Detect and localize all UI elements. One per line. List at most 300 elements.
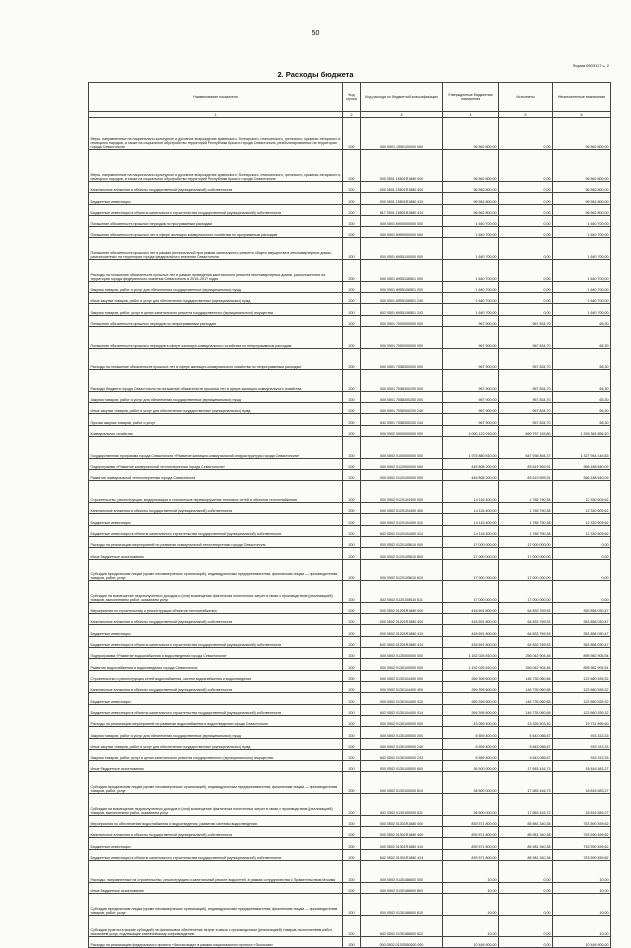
- row-code-cell: 200: [343, 761, 361, 772]
- row-code-cell: 200: [343, 204, 361, 215]
- row-name-cell: Погашение обязательств прошлых периодов по непрограммным расходам: [89, 315, 343, 326]
- row-code-cell: 200: [343, 636, 361, 647]
- approved-amount-cell: 269 395 600,00: [443, 704, 499, 715]
- unexecuted-amount-cell: 1 640 700,00: [553, 281, 611, 292]
- executed-amount-cell: 256 042 904,46: [499, 659, 553, 670]
- row-code-cell: 200: [343, 391, 361, 402]
- approved-amount-cell: 1 640 700,00: [443, 227, 499, 238]
- row-code-cell: 200: [343, 227, 361, 238]
- executed-amount-cell: 64 833 769,53: [499, 636, 553, 647]
- executed-amount-cell: 5 643 086,67: [499, 738, 553, 749]
- executed-amount-cell: 64 833 769,53: [499, 614, 553, 625]
- classification-code-cell: 000 0502 01301R1880 400: [361, 827, 443, 838]
- row-code-cell: 200: [343, 281, 361, 292]
- approved-amount-cell: 967 900,00: [443, 348, 499, 370]
- table-row: [89, 838, 611, 849]
- executed-amount-cell: 0,00: [499, 304, 553, 315]
- classification-code-cell: 842 0502 01301R1880 414: [361, 849, 443, 860]
- row-code-cell: 200: [343, 915, 361, 937]
- table-row: [89, 761, 611, 772]
- row-name-cell: Расходы на реализацию мероприятий по развитию водоснабжения и водоотведения города Севастополя: [89, 715, 343, 726]
- table-row: [89, 636, 611, 647]
- table-row: [89, 915, 611, 937]
- row-code-cell: 200: [343, 715, 361, 726]
- row-code-cell: 200: [343, 437, 361, 459]
- unexecuted-amount-cell: 122 660 539,32: [553, 704, 611, 715]
- row-name-cell: Бюджетные инвестиции в объекты капитального строительства государственной (муниципальной) собственности: [89, 704, 343, 715]
- classification-code-cell: 000 0501 6900000000 000: [361, 215, 443, 226]
- row-code-cell: 200: [343, 481, 361, 503]
- classification-code-cell: 000 0501 6955106501 240: [361, 293, 443, 304]
- executed-amount-cell: 17 000 000,00: [499, 536, 553, 547]
- row-name-cell: Бюджетные инвестиции: [89, 693, 343, 704]
- row-code-cell: 200: [343, 304, 361, 315]
- table-row: [89, 293, 611, 304]
- row-code-cell: 200: [343, 536, 361, 547]
- classification-code-cell: 000 0501 7058300200 200: [361, 391, 443, 402]
- classification-code-cell: 000 0502 0120104400 400: [361, 502, 443, 513]
- unexecuted-amount-cell: 122 660 539,32: [553, 681, 611, 692]
- approved-amount-cell: 418 691 800,00: [443, 614, 499, 625]
- classification-code-cell: 000 0502 0120105610 800: [361, 548, 443, 559]
- approved-amount-cell: 269 395 600,00: [443, 670, 499, 681]
- classification-code-cell: 000 0501 15501R1880 410: [361, 193, 443, 204]
- row-name-cell: Иные закупки товаров, работ и услуг для обеспечения государственных (муниципальных) нужд: [89, 738, 343, 749]
- classification-code-cell: 000 0502 01201R1880 000: [361, 602, 443, 613]
- row-name-cell: Бюджетные инвестиции в объекты капитального строительства государственной (муниципальной) собственности: [89, 849, 343, 860]
- executed-amount-cell: 0,00: [499, 227, 553, 238]
- approved-amount-cell: 43 059 400,00: [443, 715, 499, 726]
- row-code-cell: 200: [343, 458, 361, 469]
- table-row: [89, 414, 611, 425]
- column-number: 2: [343, 112, 361, 118]
- approved-amount-cell: 36 500 000,00: [443, 761, 499, 772]
- row-code-cell: 200: [343, 860, 361, 882]
- approved-amount-cell: 967 900,00: [443, 403, 499, 414]
- approved-amount-cell: 839 571 800,00: [443, 849, 499, 860]
- classification-code-cell: 000 0501 7058300000 000: [361, 348, 443, 370]
- unexecuted-amount-cell: 10,00: [553, 915, 611, 937]
- executed-amount-cell: 17 683 416,73: [499, 794, 553, 816]
- executed-amount-cell: 0,00: [499, 260, 553, 282]
- table-row: [89, 614, 611, 625]
- approved-amount-cell: 1 152 025 810,00: [443, 648, 499, 659]
- executed-amount-cell: 17 000 000,00: [499, 581, 553, 603]
- executed-amount-cell: 967 834,70: [499, 370, 553, 392]
- approved-amount-cell: 17 000 000,00: [443, 559, 499, 581]
- unexecuted-amount-cell: 10,00: [553, 860, 611, 882]
- executed-amount-cell: 1 785 790,38: [499, 502, 553, 513]
- table-row: [89, 659, 611, 670]
- table-row: [89, 238, 611, 260]
- executed-amount-cell: 5 643 086,67: [499, 749, 553, 760]
- row-code-cell: 200: [343, 118, 361, 150]
- row-name-cell: Погашение обязательств прошлых лет в рамках региональной программы капитального ремонта общего имущества в многоквартирных домах, расположенных на территории города федерального значения Севастополя: [89, 238, 343, 260]
- classification-code-cell: 000 0502 01201R1880 410: [361, 625, 443, 636]
- approved-amount-cell: 36 500 000,00: [443, 772, 499, 794]
- table-row: [89, 525, 611, 536]
- header-row: [89, 83, 611, 112]
- unexecuted-amount-cell: 1 640 700,00: [553, 304, 611, 315]
- column-number: 1: [89, 112, 343, 118]
- approved-amount-cell: 10 446 900,00: [443, 937, 499, 948]
- approved-amount-cell: 10,00: [443, 860, 499, 882]
- row-name-cell: Бюджетные инвестиции в объекты капитального строительства государственной (муниципальной) собственности: [89, 636, 343, 647]
- row-name-cell: Иные бюджетные ассигнования: [89, 882, 343, 893]
- unexecuted-amount-cell: 1 339 364 856,20: [553, 425, 611, 436]
- classification-code-cell: 000 0502 0130104400 410: [361, 693, 443, 704]
- table-row: [89, 548, 611, 559]
- row-name-cell: Подпрограмма «Развитие коммунальной теплоэнергетики города Севастополя»: [89, 458, 343, 469]
- table-row: [89, 749, 611, 760]
- classification-code-cell: 000 0501 7058300200 240: [361, 403, 443, 414]
- executed-amount-cell: 0,00: [499, 281, 553, 292]
- executed-amount-cell: 85 981 340,38: [499, 815, 553, 826]
- classification-code-cell: 000 0502 0130000000 000: [361, 648, 443, 659]
- row-name-cell: Строительство и реконструкция сетей водоснабжения, систем водоснабжения и водоотведения: [89, 670, 343, 681]
- unexecuted-amount-cell: 915 313,33: [553, 727, 611, 738]
- row-code-cell: 200: [343, 215, 361, 226]
- classification-code-cell: 842 0502 0120104400 414: [361, 525, 443, 536]
- executed-amount-cell: 0,00: [499, 193, 553, 204]
- approved-amount-cell: 17 000 000,00: [443, 536, 499, 547]
- column-header: Код строки: [343, 83, 361, 112]
- classification-code-cell: 000 0501 7050000000 000: [361, 326, 443, 348]
- row-code-cell: 200: [343, 849, 361, 860]
- classification-code-cell: 817 0501 15501R1880 414: [361, 204, 443, 215]
- executed-amount-cell: 85 981 340,38: [499, 838, 553, 849]
- classification-code-cell: 842 0502 0120105610 811: [361, 581, 443, 603]
- row-name-cell: Коммунальное хозяйство: [89, 425, 343, 436]
- executed-amount-cell: 85 981 340,38: [499, 849, 553, 860]
- unexecuted-amount-cell: 0,00: [553, 559, 611, 581]
- table-row: [89, 260, 611, 282]
- approved-amount-cell: 36 500 000,00: [443, 794, 499, 816]
- executed-amount-cell: 17 683 416,73: [499, 761, 553, 772]
- classification-code-cell: 000 0502 0130105000 810: [361, 772, 443, 794]
- unexecuted-amount-cell: 12 330 609,62: [553, 525, 611, 536]
- approved-amount-cell: 10,00: [443, 893, 499, 915]
- row-code-cell: 200: [343, 581, 361, 603]
- executed-amount-cell: 64 833 769,53: [499, 625, 553, 636]
- row-name-cell: Субсидии (гранты в форме субсидий) на финансовое обеспечение затрат в связи с производством (реализацией) товаров, выполнением работ, оказанием услуг, подлежащие казначейскому сопровождению: [89, 915, 343, 937]
- approved-amount-cell: 14 116 400,00: [443, 525, 499, 536]
- unexecuted-amount-cell: 65,30: [553, 315, 611, 326]
- table-row: [89, 882, 611, 893]
- unexecuted-amount-cell: 1 640 700,00: [553, 238, 611, 260]
- approved-amount-cell: 1 640 700,00: [443, 304, 499, 315]
- approved-amount-cell: 10,00: [443, 882, 499, 893]
- approved-amount-cell: 14 116 400,00: [443, 481, 499, 503]
- approved-amount-cell: 1 152 025 810,00: [443, 659, 499, 670]
- approved-amount-cell: 96 562 800,00: [443, 204, 499, 215]
- form-code: Форма 0503117 с. 2: [572, 63, 609, 68]
- unexecuted-amount-cell: 65,30: [553, 391, 611, 402]
- approved-amount-cell: 17 000 000,00: [443, 548, 499, 559]
- approved-amount-cell: 1 640 700,00: [443, 293, 499, 304]
- approved-amount-cell: 418 691 800,00: [443, 625, 499, 636]
- classification-code-cell: 842 0501 7058300200 244: [361, 414, 443, 425]
- row-name-cell: Погашение обязательств прошлых лет в сфере жилищно-коммунального хозяйства по программным расходам: [89, 227, 343, 238]
- table-row: [89, 794, 611, 816]
- classification-code-cell: 000 0502 01301R1880 000: [361, 815, 443, 826]
- expenses-table: [88, 82, 611, 948]
- row-name-cell: Субсидии юридическим лицам (кроме некоммерческих организаций), индивидуальным предпринимателям, физическим лицам — производителям товаров, работ, услуг: [89, 893, 343, 915]
- unexecuted-amount-cell: 1 327 944 145,63: [553, 437, 611, 459]
- approved-amount-cell: 2 000 122 010,00: [443, 425, 499, 436]
- approved-amount-cell: 1 640 700,00: [443, 260, 499, 282]
- unexecuted-amount-cell: 0,00: [553, 536, 611, 547]
- column-number: 6: [553, 112, 611, 118]
- approved-amount-cell: 10,00: [443, 915, 499, 937]
- row-code-cell: 200: [343, 181, 361, 192]
- row-code-cell: 200: [343, 681, 361, 692]
- approved-amount-cell: 449 808 200,00: [443, 458, 499, 469]
- unexecuted-amount-cell: 753 590 459,62: [553, 849, 611, 860]
- row-code-cell: 200: [343, 772, 361, 794]
- column-header: Исполнено: [499, 83, 553, 112]
- row-name-cell: Подпрограмма «Развитие водоснабжения и водоотведения города Севастополя»: [89, 648, 343, 659]
- row-name-cell: Закупка товаров, работ и услуг для обеспечения государственных (муниципальных) нужд: [89, 727, 343, 738]
- executed-amount-cell: 0,00: [499, 860, 553, 882]
- row-name-cell: Погашение обязательств прошлых периодов по программным расходам: [89, 215, 343, 226]
- row-code-cell: 200: [343, 293, 361, 304]
- executed-amount-cell: 0,00: [499, 238, 553, 260]
- approved-amount-cell: 967 900,00: [443, 370, 499, 392]
- row-code-cell: 200: [343, 625, 361, 636]
- table-row: [89, 536, 611, 547]
- classification-code-cell: 000 0502 0130105000 240: [361, 738, 443, 749]
- column-number: 3: [361, 112, 443, 118]
- row-code-cell: 200: [343, 548, 361, 559]
- approved-amount-cell: 96 562 800,00: [443, 193, 499, 204]
- classification-code-cell: 842 0502 01201R1880 414: [361, 636, 443, 647]
- table-row: [89, 602, 611, 613]
- classification-code-cell: 000 0502 0120105610 810: [361, 559, 443, 581]
- classification-code-cell: 842 0502 0130105000 811: [361, 794, 443, 816]
- table-row: [89, 849, 611, 860]
- row-name-cell: Строительство, реконструкция, модернизация и техническое перевооружение тепловых сетей и объектов теплоснабжения: [89, 481, 343, 503]
- row-name-cell: Расходы, направленные на строительство, реконструкцию и капитальный ремонт водосетей, в рамках сотрудничества с Правительством Москвы: [89, 860, 343, 882]
- table-row: [89, 470, 611, 481]
- table-row: [89, 704, 611, 715]
- executed-amount-cell: 0,00: [499, 915, 553, 937]
- classification-code-cell: 000 0501 15501R1880 400: [361, 181, 443, 192]
- table-row: [89, 481, 611, 503]
- unexecuted-amount-cell: 96 562 800,00: [553, 181, 611, 192]
- unexecuted-amount-cell: 19 731 896,60: [553, 715, 611, 726]
- executed-amount-cell: 17 000 000,00: [499, 559, 553, 581]
- row-code-cell: 200: [343, 882, 361, 893]
- classification-code-cell: 000 0502 0100000000 000: [361, 437, 443, 459]
- executed-amount-cell: 64 833 769,53: [499, 602, 553, 613]
- unexecuted-amount-cell: 0,00: [553, 548, 611, 559]
- unexecuted-amount-cell: 96 562 800,00: [553, 118, 611, 150]
- executed-amount-cell: 660 757 153,80: [499, 425, 553, 436]
- row-code-cell: 200: [343, 602, 361, 613]
- table-row: [89, 681, 611, 692]
- classification-code-cell: 000 0501 7000000000 000: [361, 315, 443, 326]
- row-code-cell: 200: [343, 403, 361, 414]
- row-code-cell: 200: [343, 704, 361, 715]
- row-name-cell: Закупка товаров, работ и услуг для обеспечения государственных (муниципальных) нужд: [89, 391, 343, 402]
- classification-code-cell: 000 0502 0120104400 410: [361, 514, 443, 525]
- column-number: 4: [443, 112, 499, 118]
- approved-amount-cell: 418 691 800,00: [443, 636, 499, 647]
- row-code-cell: 200: [343, 727, 361, 738]
- approved-amount-cell: 839 571 800,00: [443, 838, 499, 849]
- table-row: [89, 281, 611, 292]
- row-code-cell: 200: [343, 815, 361, 826]
- table-row: [89, 581, 611, 603]
- row-code-cell: 200: [343, 260, 361, 282]
- row-name-cell: Расходы на погашение обязательств прошлых лет в рамках проведения капитального ремонта многоквартирных домов, расположенных на территории города федерального значения Севастополь в 2015–2017 годах: [89, 260, 343, 282]
- approved-amount-cell: 839 571 800,00: [443, 827, 499, 838]
- unexecuted-amount-cell: 915 313,33: [553, 749, 611, 760]
- unexecuted-amount-cell: 915 313,33: [553, 738, 611, 749]
- classification-code-cell: 000 0502 01201R1880 400: [361, 614, 443, 625]
- executed-amount-cell: 0,00: [499, 215, 553, 226]
- unexecuted-amount-cell: 10 446 900,00: [553, 937, 611, 948]
- classification-code-cell: 000 0501 6955100000 000: [361, 238, 443, 260]
- column-header: Код расхода по бюджетной классификации: [361, 83, 443, 112]
- approved-amount-cell: 1 640 700,00: [443, 238, 499, 260]
- approved-amount-cell: 269 395 600,00: [443, 693, 499, 704]
- unexecuted-amount-cell: 353 858 030,47: [553, 602, 611, 613]
- table-row: [89, 437, 611, 459]
- row-code-cell: 200: [343, 348, 361, 370]
- table-row: [89, 425, 611, 436]
- approved-amount-cell: 1 975 880 610,00: [443, 437, 499, 459]
- table-row: [89, 227, 611, 238]
- executed-amount-cell: 17 000 000,00: [499, 548, 553, 559]
- column-header: Неисполненные назначения: [553, 83, 611, 112]
- table-row: [89, 693, 611, 704]
- row-code-cell: 200: [343, 827, 361, 838]
- executed-amount-cell: 0,00: [499, 937, 553, 948]
- row-name-cell: Иные закупки товаров, работ и услуг для обеспечения государственных (муниципальных) нужд: [89, 293, 343, 304]
- unexecuted-amount-cell: 10,00: [553, 893, 611, 915]
- unexecuted-amount-cell: 353 858 030,47: [553, 614, 611, 625]
- table-row: [89, 860, 611, 882]
- row-code-cell: 200: [343, 937, 361, 948]
- approved-amount-cell: 14 116 400,00: [443, 502, 499, 513]
- column-number: 5: [499, 112, 553, 118]
- table-row: [89, 625, 611, 636]
- unexecuted-amount-cell: 0,00: [553, 581, 611, 603]
- unexecuted-amount-cell: 122 660 539,32: [553, 670, 611, 681]
- unexecuted-amount-cell: 353 858 030,47: [553, 625, 611, 636]
- row-name-cell: Бюджетные инвестиции: [89, 193, 343, 204]
- row-name-cell: Мероприятия по строительству и реконструкции объектов теплоснабжения: [89, 602, 343, 613]
- classification-code-cell: 000 0501 15501R1880 000: [361, 149, 443, 181]
- approved-amount-cell: 1 640 700,00: [443, 281, 499, 292]
- row-code-cell: 200: [343, 893, 361, 915]
- row-code-cell: 200: [343, 559, 361, 581]
- approved-amount-cell: 418 691 800,00: [443, 602, 499, 613]
- unexecuted-amount-cell: 895 982 905,54: [553, 648, 611, 659]
- row-code-cell: 200: [343, 370, 361, 392]
- row-code-cell: 200: [343, 514, 361, 525]
- row-name-cell: Прочая закупка товаров, работ и услуг: [89, 414, 343, 425]
- executed-amount-cell: 967 834,70: [499, 315, 553, 326]
- table-row: [89, 514, 611, 525]
- row-code-cell: 200: [343, 315, 361, 326]
- unexecuted-amount-cell: 18 816 583,27: [553, 794, 611, 816]
- classification-code-cell: 842 0502 0130186600 812: [361, 915, 443, 937]
- executed-amount-cell: 967 834,70: [499, 391, 553, 402]
- approved-amount-cell: 967 900,00: [443, 315, 499, 326]
- executed-amount-cell: 0,00: [499, 882, 553, 893]
- row-code-cell: 200: [343, 693, 361, 704]
- table-row: [89, 648, 611, 659]
- table-row: [89, 670, 611, 681]
- unexecuted-amount-cell: 18 816 583,27: [553, 761, 611, 772]
- row-name-cell: Меры, направленные на национально-культурное и духовное возрождение армянского, болгарского, итальянского, греческого, крымско-татарского и немецкого народов, а также на социальное обустройство территорий Республики Крым и города Севастополя, реабилитированных на территории города Севастополя: [89, 118, 343, 150]
- executed-amount-cell: 17 683 416,73: [499, 772, 553, 794]
- row-code-cell: 200: [343, 425, 361, 436]
- row-name-cell: Иные закупки товаров, работ и услуг для обеспечения государственных (муниципальных) нужд: [89, 403, 343, 414]
- table-row: [89, 827, 611, 838]
- row-name-cell: Капитальные вложения в объекты государственной (муниципальной) собственности: [89, 614, 343, 625]
- classification-code-cell: 000 0502 0000000000 000: [361, 425, 443, 436]
- row-name-cell: Погашение обязательств прошлых периодов в сфере жилищно-коммунального хозяйства по непрограммным расходам: [89, 326, 343, 348]
- classification-code-cell: 000 0502 0130104400 400: [361, 681, 443, 692]
- unexecuted-amount-cell: 96 562 800,00: [553, 204, 611, 215]
- classification-code-cell: 000 0502 0130186600 000: [361, 860, 443, 882]
- unexecuted-amount-cell: 1 640 700,00: [553, 215, 611, 226]
- table-row: [89, 815, 611, 826]
- table-row: [89, 893, 611, 915]
- classification-code-cell: 000 0502 0120104400 000: [361, 481, 443, 503]
- unexecuted-amount-cell: 753 590 459,62: [553, 827, 611, 838]
- classification-code-cell: 842 0502 0130105000 243: [361, 749, 443, 760]
- classification-code-cell: 842 0502 0130104400 414: [361, 704, 443, 715]
- row-code-cell: 200: [343, 838, 361, 849]
- unexecuted-amount-cell: 96 562 800,00: [553, 149, 611, 181]
- executed-amount-cell: 146 735 060,68: [499, 693, 553, 704]
- classification-code-cell: 000 0502 0130105000 200: [361, 727, 443, 738]
- column-header: Утвержденные бюджетные назначения: [443, 83, 499, 112]
- row-code-cell: 200: [343, 193, 361, 204]
- table-row: [89, 370, 611, 392]
- classification-code-cell: 000 0501 7058300200 000: [361, 370, 443, 392]
- approved-amount-cell: 96 562 800,00: [443, 149, 499, 181]
- row-code-cell: 200: [343, 149, 361, 181]
- approved-amount-cell: 967 900,00: [443, 391, 499, 402]
- table-row: [89, 502, 611, 513]
- approved-amount-cell: 96 562 800,00: [443, 118, 499, 150]
- classification-code-cell: 000 0501 6955106501 000: [361, 260, 443, 282]
- column-header: Наименование показателя: [89, 83, 343, 112]
- row-code-cell: 200: [343, 749, 361, 760]
- classification-code-cell: 000 0502 0130186600 800: [361, 882, 443, 893]
- table-row: [89, 326, 611, 348]
- approved-amount-cell: 1 640 700,00: [443, 215, 499, 226]
- table-body: [89, 118, 611, 948]
- row-name-cell: Бюджетные инвестиции в объекты капитального строительства государственной (муниципальной) собственности: [89, 525, 343, 536]
- executed-amount-cell: 0,00: [499, 293, 553, 304]
- table-row: [89, 738, 611, 749]
- executed-amount-cell: 0,00: [499, 118, 553, 150]
- row-code-cell: 200: [343, 502, 361, 513]
- executed-amount-cell: 146 735 060,68: [499, 681, 553, 692]
- row-code-cell: 200: [343, 326, 361, 348]
- unexecuted-amount-cell: 12 330 609,62: [553, 514, 611, 525]
- unexecuted-amount-cell: 65,30: [553, 403, 611, 414]
- row-code-cell: 200: [343, 614, 361, 625]
- classification-code-cell: 842 0501 6955106501 243: [361, 304, 443, 315]
